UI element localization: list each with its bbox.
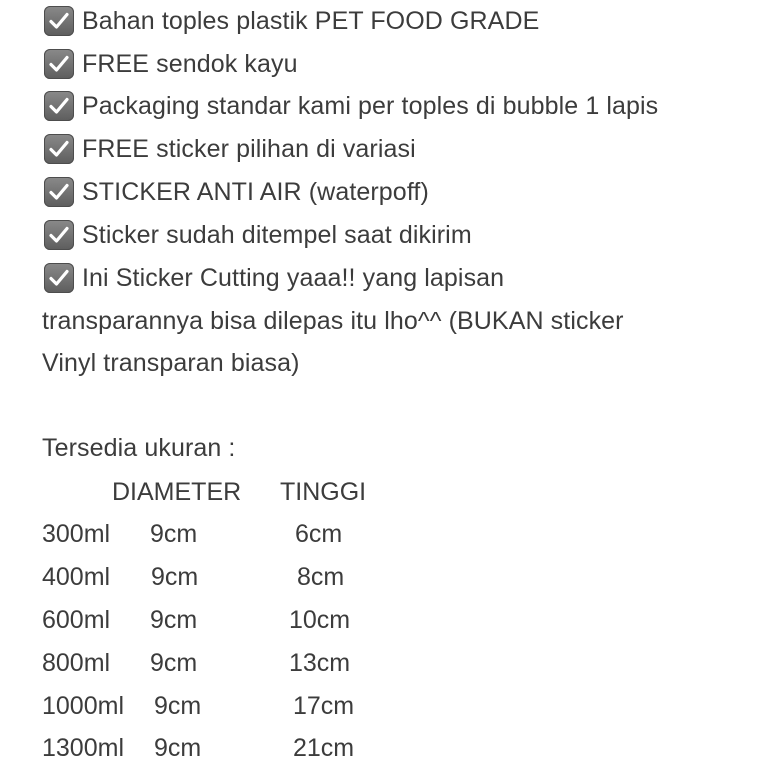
feature-text: FREE sticker pilihan di variasi — [82, 135, 416, 163]
continuation-line: transparannya bisa dilepas itu lho^^ (BUKAN sticker — [42, 307, 624, 335]
column-header-height: TINGGI — [280, 478, 367, 506]
check-box-icon — [44, 6, 74, 36]
size-volume: 1000ml — [42, 692, 124, 720]
size-diameter: 9cm — [150, 520, 198, 548]
size-height: 21cm — [293, 734, 355, 762]
feature-item — [42, 177, 429, 207]
feature-text: FREE sendok kayu — [82, 50, 298, 78]
check-box-icon — [44, 91, 74, 121]
feature-text: STICKER ANTI AIR (waterpoff) — [82, 178, 429, 206]
feature-item — [42, 134, 416, 164]
feature-text: Packaging standar kami per toples di bubble 1 lapis — [82, 92, 659, 120]
check-box-icon — [44, 177, 74, 207]
feature-item — [42, 91, 658, 121]
sizes-intro: Tersedia ukuran : — [42, 434, 236, 462]
feature-text: Ini Sticker Cutting yaaa!! yang lapisan — [82, 264, 505, 292]
feature-item — [42, 220, 472, 250]
size-height: 10cm — [289, 606, 351, 634]
feature-item — [42, 6, 539, 36]
size-diameter: 9cm — [154, 734, 202, 762]
size-height: 8cm — [297, 563, 345, 591]
check-box-icon — [44, 49, 74, 79]
size-volume: 800ml — [42, 649, 111, 677]
size-volume: 300ml — [42, 520, 111, 548]
size-diameter: 9cm — [154, 692, 202, 720]
size-height: 6cm — [295, 520, 343, 548]
size-diameter: 9cm — [150, 606, 198, 634]
check-box-icon — [44, 220, 74, 250]
feature-text: Bahan toples plastik PET FOOD GRADE — [82, 7, 540, 35]
feature-item — [42, 49, 298, 79]
size-height: 17cm — [293, 692, 355, 720]
feature-item — [42, 263, 504, 293]
feature-text: Sticker sudah ditempel saat dikirim — [82, 221, 472, 249]
continuation-line: Vinyl transparan biasa) — [42, 349, 300, 377]
size-volume: 600ml — [42, 606, 111, 634]
size-volume: 400ml — [42, 563, 111, 591]
size-volume: 1300ml — [42, 734, 124, 762]
check-box-icon — [44, 263, 74, 293]
check-box-icon — [44, 134, 74, 164]
size-height: 13cm — [289, 649, 351, 677]
size-diameter: 9cm — [151, 563, 199, 591]
column-header-diameter: DIAMETER — [112, 478, 242, 506]
size-diameter: 9cm — [150, 649, 198, 677]
